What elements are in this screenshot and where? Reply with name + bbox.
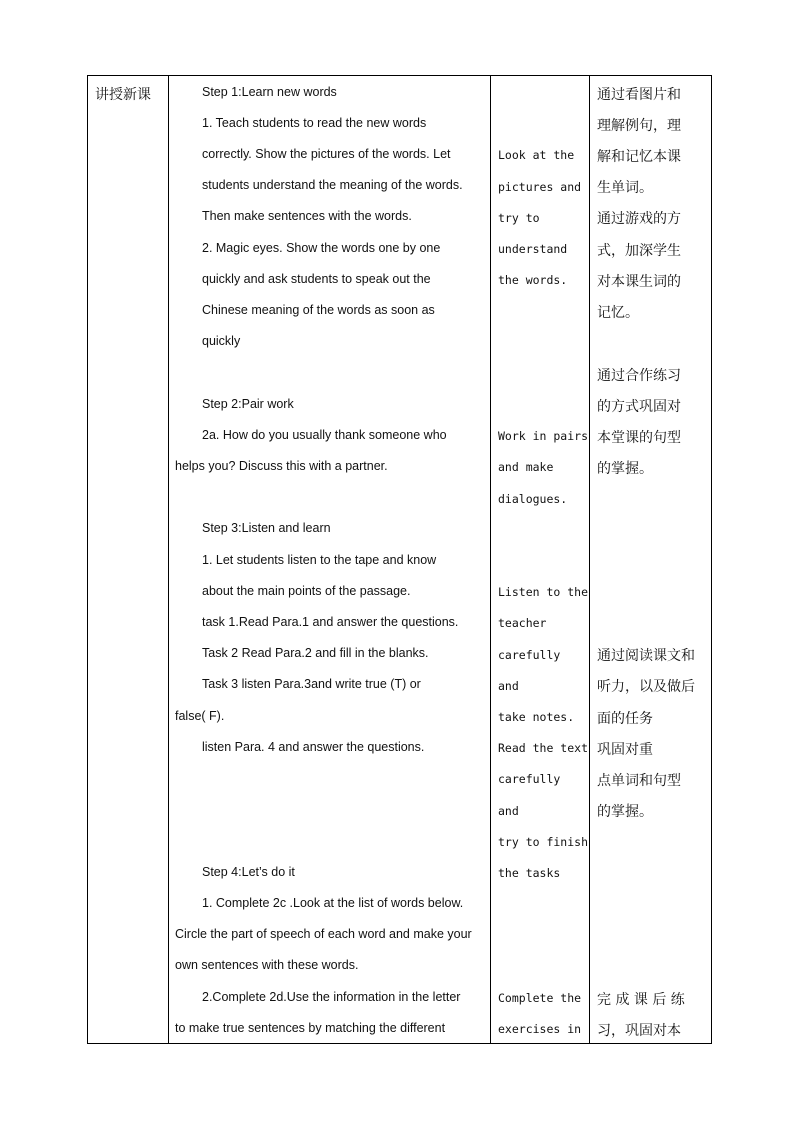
text-line: correctly. Show the pictures of the words. Let [202,147,451,161]
text-line: 式，加深学生 [597,243,681,259]
text-line: try to finish [498,835,589,849]
text-line: 通过看图片和 [597,87,681,103]
text-line: Task 3 listen Para.3and write true (T) or [202,677,421,691]
text-line: 通过游戏的方 [597,211,681,227]
step1-heading: Step 1:Learn new words [202,85,337,99]
text-line: 面的任务 [597,711,653,727]
text-line: listen Para. 4 and answer the questions. [202,740,425,754]
text-line: dialogues. [498,492,568,506]
text-line: and make [498,460,554,474]
step4-heading: Step 4:Let’s do it [202,865,295,879]
text-line: Look at the [498,148,575,162]
text-line: Work in pairs [498,429,589,443]
text-line: 1. Complete 2c .Look at the list of words below. [202,896,464,910]
text-line: 生单词。 [597,180,653,196]
text-line: and [498,679,519,693]
text-line: 点单词和句型 [597,773,681,789]
text-line: task 1.Read Para.1 and answer the questions. [202,615,459,629]
text-line: Circle the part of speech of each word and make your [175,927,472,941]
text-line: pictures and [498,180,582,194]
text-line: 习，巩固对本 [597,1023,681,1039]
step3-heading: Step 3:Listen and learn [202,521,331,535]
text-line: 1. Let students listen to the tape and know [202,553,437,567]
text-line: carefully [498,648,561,662]
text-line: Task 2 Read Para.2 and fill in the blanks. [202,646,429,660]
text-line: quickly and ask students to speak out the [202,272,431,286]
text-line: helps you? Discuss this with a partner. [175,459,388,473]
text-line: 的方式巩固对 [597,399,681,415]
student-activity-cell [491,76,590,1044]
text-line: 2a. How do you usually thank someone who [202,428,447,442]
section-cell [88,76,169,1044]
purpose-cell [590,76,712,1044]
text-line: 记忆。 [597,305,639,321]
text-line: carefully [498,772,561,786]
text-line: 巩固对重 [597,742,653,758]
text-line: false( F). [175,709,225,723]
text-line: Listen to the [498,585,589,599]
text-line: 本堂课的句型 [597,430,681,446]
text-line: 完 成 课 后 练 [597,992,685,1008]
text-line: to make true sentences by matching the different [175,1021,446,1035]
text-line: 通过阅读课文和 [597,648,695,664]
lesson-plan-table [87,75,712,1044]
step2-heading: Step 2:Pair work [202,397,294,411]
teacher-activity-cell [169,76,491,1044]
text-line: teacher [498,616,547,630]
text-line: 通过合作练习 [597,368,681,384]
text-line: and [498,804,519,818]
text-line: quickly [202,334,241,348]
text-line: the words. [498,273,568,287]
text-line: about the main points of the passage. [202,584,411,598]
text-line: students understand the meaning of the words. [202,178,463,192]
text-line: 听力，以及做后 [597,679,695,695]
text-line: 对本课生词的 [597,274,681,290]
text-line: 的掌握。 [597,461,653,477]
text-line: Complete the [498,991,582,1005]
text-line: understand [498,242,568,256]
text-line: 的掌握。 [597,804,653,820]
section-label: 讲授新课 [95,87,151,103]
text-line: 2.Complete 2d.Use the information in the letter [202,990,461,1004]
text-line: own sentences with these words. [175,958,359,972]
text-line: Then make sentences with the words. [202,209,412,223]
text-line: the tasks [498,866,561,880]
text-line: Read the text [498,741,589,755]
text-line: 理解例句，理 [597,118,681,134]
text-line: take notes. [498,710,575,724]
text-line: 2. Magic eyes. Show the words one by one [202,241,441,255]
table-row [88,76,712,1044]
text-line: 1. Teach students to read the new words [202,116,427,130]
text-line: 解和记忆本课 [597,149,681,165]
text-line: try to [498,211,540,225]
text-line: Chinese meaning of the words as soon as [202,303,435,317]
text-line: exercises in [498,1022,582,1036]
